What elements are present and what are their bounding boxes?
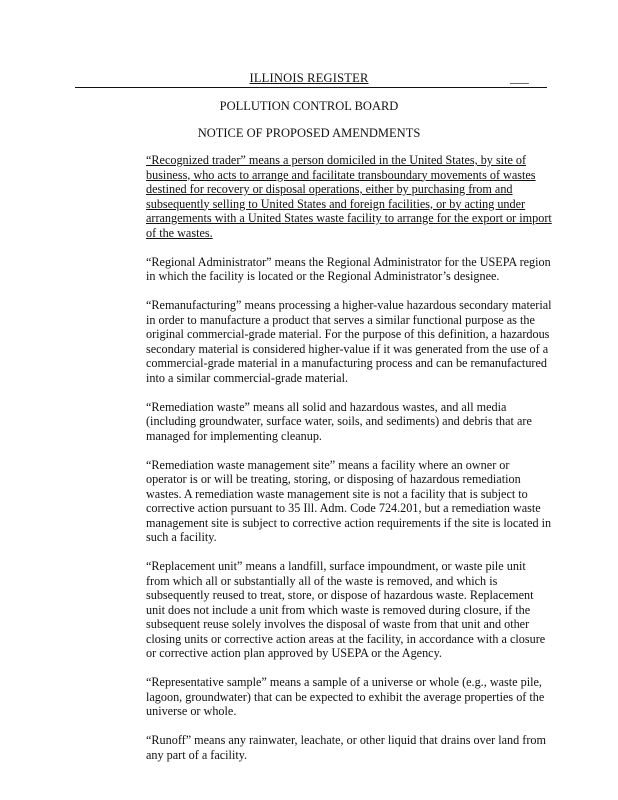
definition-remediation-waste-management-site: “Remediation waste management site” means a facility where an owner or operator is or will be treating, storing, or disposing of hazardous remediation wastes. A remediation waste management site is not a facility that is subject to corrective action pursuant to 35 Ill. Adm. Code 724.201, but a remediation waste management site is subject to corrective action requirements if the site is located in such a facility.: [146, 457, 552, 544]
definition-regional-administrator: “Regional Administrator” means the Regional Administrator for the USEPA region in which the facility is located or the Regional Administrator’s designee.: [146, 254, 551, 283]
notice-title: NOTICE OF PROPOSED AMENDMENTS: [197, 126, 421, 140]
definition-remanufacturing: “Remanufacturing” means processing a higher-value hazardous secondary material in order to manufacture a product that serves a similar functional purpose as the original commercial-grade material. For the purpose of this definition, a hazardous secondary material is considered higher-value if it was generated from the use of a commercial-grade material in a manufacturing process and can be remanufactured into a similar commercial-grade material.: [146, 298, 552, 385]
definition-recognized-trader: “Recognized trader” means a person domiciled in the United States, by site of business, who acts to arrange and facilitate transboundary movements of wastes destined for recovery or disposal operations, either by purchasing from and subsequently selling to United States and foreign facilities, or by acting under arrangements with a United States waste facility to arrange for the export or import of the wastes.: [146, 153, 552, 240]
board-title: POLLUTION CONTROL BOARD: [219, 99, 399, 113]
document-body: [146, 153, 552, 777]
header-rule: [75, 87, 547, 88]
definition-representative-sample: “Representative sample” means a sample of a universe or whole (e.g., waste pile, lagoon, groundwater) that can be expected to exhibit the average properties of the universe or whole.: [146, 675, 545, 718]
register-title-text: ILLINOIS REGISTER: [249, 71, 369, 85]
definition-replacement-unit: “Replacement unit” means a landfill, surface impoundment, or waste pile unit from which all or substantially all of the waste is removed, and which is subsequently reused to treat, store, or dispose of hazardous waste. Replacement unit does not include a unit from which waste is removed during closure, if the subsequent reuse solely involves the disposal of waste from that unit and other closing units or corrective action areas at the facility, in accordance with a closure or corrective action plan approved by USEPA or the Agency.: [146, 559, 546, 660]
definition-remediation-waste: “Remediation waste” means all solid and hazardous wastes, and all media (including groundwater, surface water, soils, and sediments) and debris that are managed for implementing cleanup.: [146, 399, 532, 443]
page-number: ___: [510, 71, 529, 85]
definition-runoff: “Runoff” means any rainwater, leachate, or other liquid that drains over land from any part of a facility.: [146, 733, 546, 762]
